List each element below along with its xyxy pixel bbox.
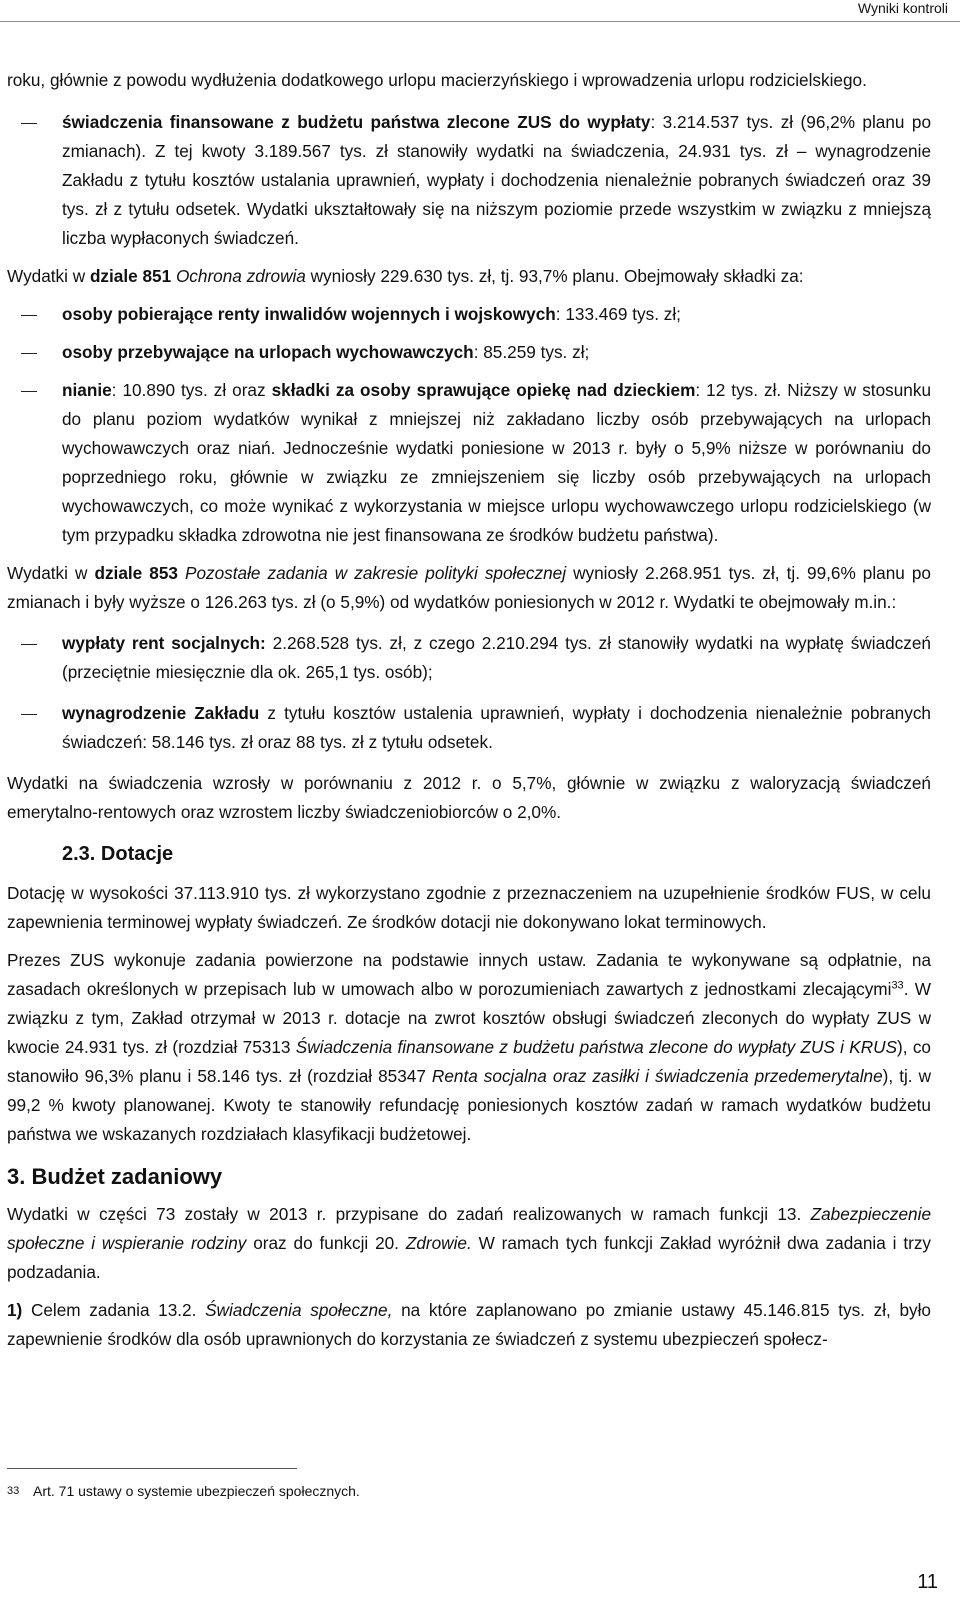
paragraph-continuation: roku, głównie z powodu wydłużenia dodatkowego urlopu macierzyńskiego i wprowadzenia urlopu rodzicielskiego. bbox=[7, 70, 867, 90]
paragraph-budzet-zadaniowy: Wydatki w części 73 zostały w 2013 r. przypisane do zadań realizowanych w ramach funkcji 13. Zabezpieczenie społeczne i wspieranie rodziny oraz do funkcji 20. Zdrowie. W ramach tych funkcji Zakład wyróżnił dwa zadania i trzy podzadania. bbox=[7, 1204, 932, 1282]
footnote-reference: 33 bbox=[891, 979, 904, 992]
section-heading-budzet-zadaniowy: 3. Budżet zadaniowy bbox=[7, 1164, 223, 1189]
footnote-text: Art. 71 ustawy o systemie ubezpieczeń społecznych. bbox=[33, 1483, 360, 1499]
running-header bbox=[0, 0, 960, 22]
page-body bbox=[7, 66, 931, 1354]
section-heading-dotacje: 2.3. Dotacje bbox=[62, 843, 174, 865]
paragraph-dotacja: Dotację w wysokości 37.113.910 tys. zł wykorzystano zgodnie z przeznaczeniem na uzupełnienie środków FUS, w celu zapewnienia terminowej wypłaty świadczeń. Ze środków dotacji nie dokonywano lokat terminowych. bbox=[7, 883, 931, 932]
list-item-swiadczenia-finansowane: świadczenia finansowane z budżetu państwa zlecone ZUS do wypłaty: 3.214.537 tys. zł (96,2% planu po zmianach). Z tej kwoty 3.189.567 tys. zł stanowiły wydatki na świadczenia, 24.931 tys. zł – wynagrodzenie Zakładu z tytułu kosztów ustalania uprawnień, wypłaty i dochodzenia nienależnie pobranych świadczeń oraz 39 tys. zł z tytułu odsetek. Wydatki ukształtowały się na niższym poziomie przede wszystkim w związku z mniejszą liczba wypłaconych świadczeń. bbox=[7, 108, 931, 253]
footnote-separator bbox=[7, 1468, 297, 1469]
paragraph-dzial-851: Wydatki w dziale 851 Ochrona zdrowia wyniosły 229.630 tys. zł, tj. 93,7% planu. Obejmowały składki za: bbox=[7, 266, 804, 286]
list-item-wynagrodzenie-zakladu: wynagrodzenie Zakładu z tytułu kosztów ustalenia uprawnień, wypłaty i dochodzenia nienależnie pobranych świadczeń: 58.146 tys. zł oraz 88 tys. zł z tytułu odsetek. bbox=[7, 699, 931, 757]
list-item-renty-socjalne: wypłaty rent socjalnych: 2.268.528 tys. zł, z czego 2.210.294 tys. zł stanowiły wydatki na wypłatę świadczeń (przeciętnie miesięcznie dla ok. 265,1 tys. osób); bbox=[7, 629, 931, 687]
list-item-nianie: nianie: 10.890 tys. zł oraz składki za osoby sprawujące opiekę nad dzieckiem: 12 tys. zł. Niższy w stosunku do planu poziom wydatków wynikał z mniejszej niż zakładano liczby osób przebywających na urlopach wychowawczych oraz niań. Jednocześnie wydatki poniesione w 2013 r. były o 5,9% niższe w porównaniu do poprzedniego roku, głównie w związku ze zmniejszeniem się liczby osób przebywających na urlopach wychowawczych, co może wynikać z wykorzystania w miejsce urlopu wychowawczego urlopu rodzicielskiego (w tym przypadku składka zdrowotna nie jest finansowana ze środków budżetu państwa). bbox=[7, 376, 931, 550]
list-item-urlopy-wychowawcze: osoby przebywające na urlopach wychowawczych: 85.259 tys. zł; bbox=[7, 338, 931, 367]
page-number: 11 bbox=[917, 1571, 938, 1593]
list-item-renty-inwalidow: osoby pobierające renty inwalidów wojennych i wojskowych: 133.469 tys. zł; bbox=[7, 300, 931, 329]
footnote-number: 33 bbox=[7, 1485, 20, 1497]
paragraph-dzial-853: Wydatki w dziale 853 Pozostałe zadania w zakresie polityki społecznej wyniosły 2.268.951 tys. zł, tj. 99,6% planu po zmianach i były wyższe o 126.263 tys. zł (o 5,9%) od wydatków poniesionych w 2012 r. Wydatki te obejmowały m.in.: bbox=[7, 563, 931, 612]
paragraph-wzrost-swiadczen: Wydatki na świadczenia wzrosły w porównaniu z 2012 r. o 5,7%, głównie w związku z waloryzacją świadczeń emerytalno-rentowych oraz wzrostem liczby świadczeniobiorców o 2,0%. bbox=[7, 773, 931, 822]
footnote bbox=[7, 1480, 907, 1502]
paragraph-cel-zadania: 1) Celem zadania 13.2. Świadczenia społeczne, na które zaplanowano po zmianie ustawy 45.146.815 tys. zł, było zapewnienie środków dla osób uprawnionych do korzystania ze świadczeń z systemu ubezpieczeń społecz- bbox=[7, 1300, 931, 1349]
paragraph-prezes-zus: Prezes ZUS wykonuje zadania powierzone na podstawie innych ustaw. Zadania te wykonywane są odpłatnie, na zasadach określonych w przepisach lub w umowach albo w porozumieniach zawartych z jednostkami zlecającymi$^{33}$. W związku z tym, Zakład otrzymał w 2013 r. dotacje na zwrot kosztów obsługi świadczeń zleconych do wypłaty ZUS w kwocie 24.931 tys. zł (rozdział 75313 Świadczenia finansowane z budżetu państwa zlecone do wypłaty ZUS i KRUS), co stanowiło 96,3% planu i 58.146 tys. zł (rozdział 85347 Renta socjalna oraz zasiłki i świadczenia przedemerytalne), tj. w 99,2 % kwoty planowanej. Kwoty te stanowiły refundację poniesionych kosztów zadań w ramach wydatków budżetu państwa we wskazanych rozdziałach klasyfikacji budżetowej. bbox=[7, 950, 931, 1144]
header-title: Wyniki kontroli bbox=[857, 0, 948, 16]
